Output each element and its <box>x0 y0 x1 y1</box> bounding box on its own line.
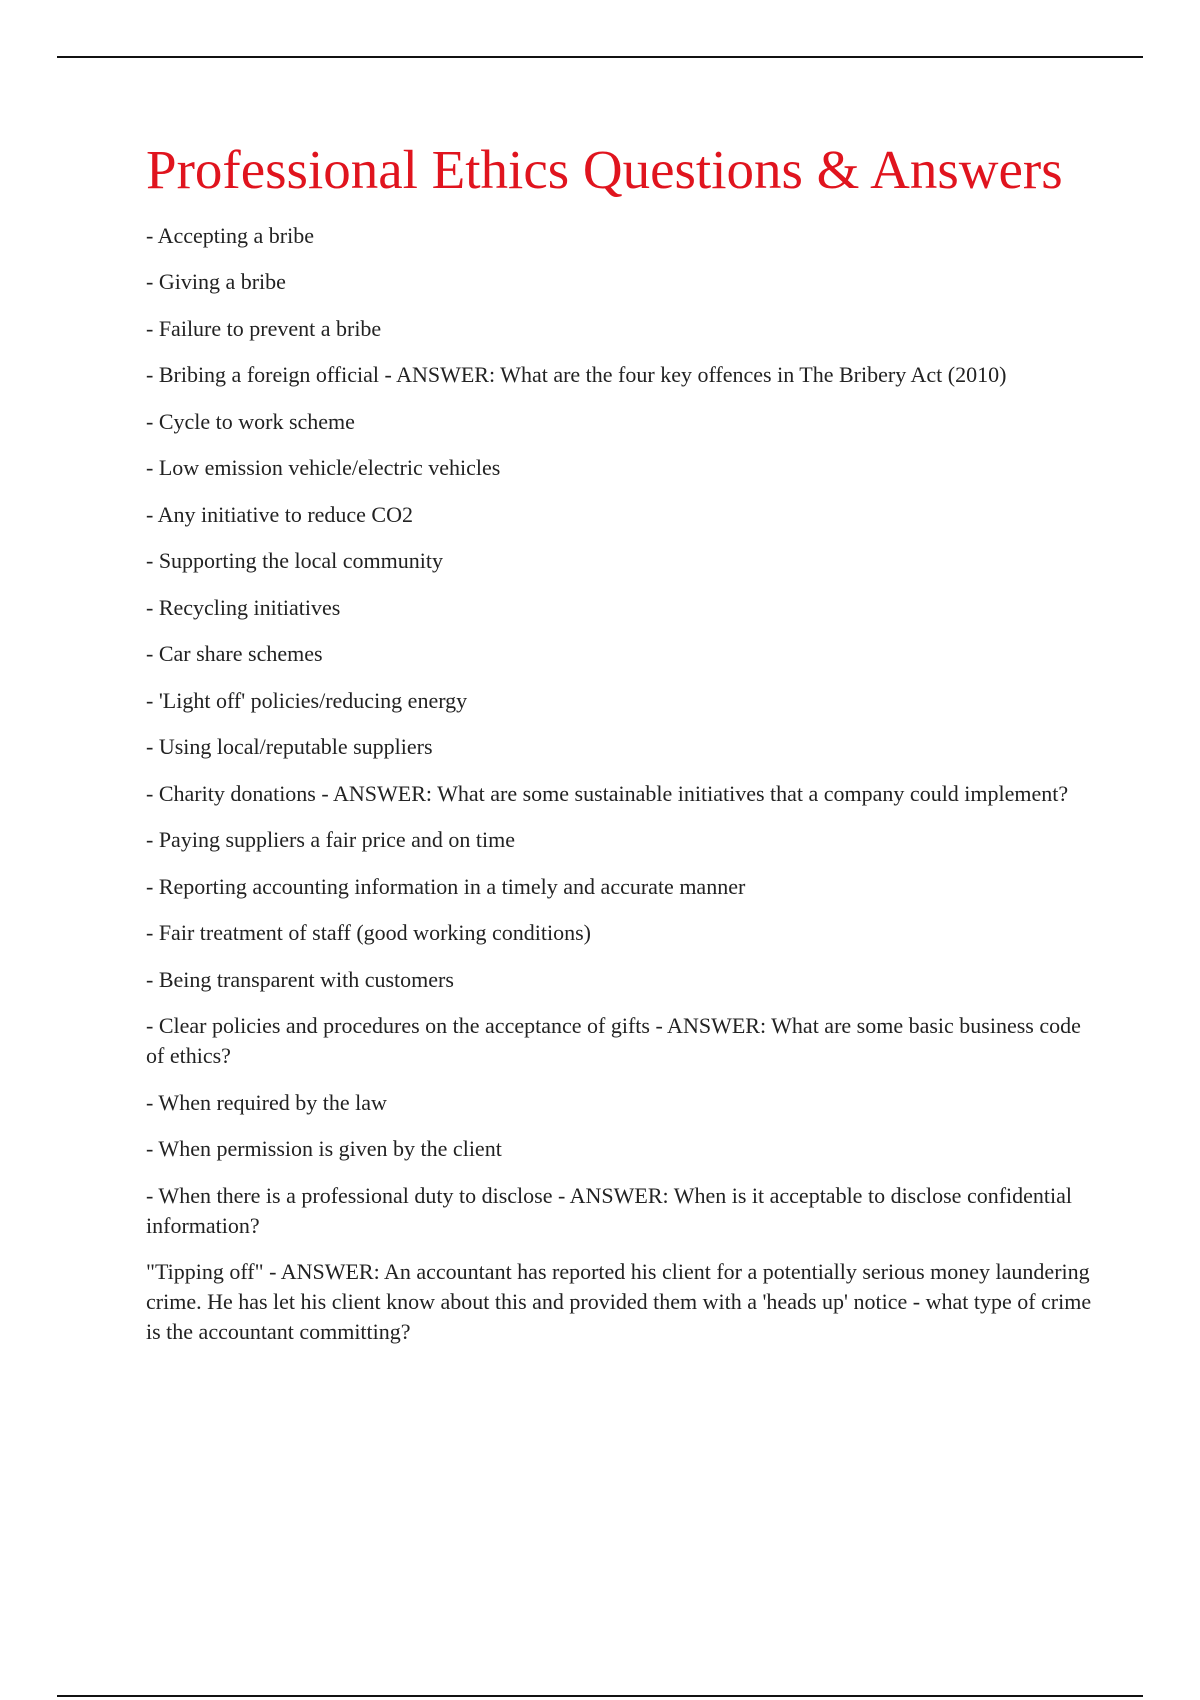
list-item: - Giving a bribe <box>146 269 286 294</box>
list-item: - When there is a professional duty to disclose - ANSWER: When is it acceptable to disclose confidential information? <box>146 1182 1073 1238</box>
list-item: - Paying suppliers a fair price and on time <box>146 827 516 852</box>
list-item: - Reporting accounting information in a timely and accurate manner <box>146 873 746 899</box>
list-item: - Supporting the local community <box>146 548 443 573</box>
list-item: - Any initiative to reduce CO2 <box>146 501 413 527</box>
list-item: - Using local/reputable suppliers <box>146 734 433 759</box>
list-item: - Failure to prevent a bribe <box>146 315 382 341</box>
list-item: - Low emission vehicle/electric vehicles <box>146 455 501 480</box>
list-item: - 'Light off' policies/reducing energy <box>146 687 468 713</box>
list-item: - Accepting a bribe <box>146 222 314 248</box>
list-item: - Bribing a foreign official - ANSWER: What are the four key offences in The Bribery Act (2010) <box>146 362 1007 387</box>
list-item: - Charity donations - ANSWER: What are some sustainable initiatives that a company could implement? <box>146 780 1069 806</box>
qa-list <box>146 221 1092 1348</box>
footer-rule <box>57 1695 1143 1697</box>
document-title: Professional Ethics Questions & Answers <box>146 139 1063 200</box>
list-item: - Recycling initiatives <box>146 594 341 620</box>
list-item: - Clear policies and procedures on the acceptance of gifts - ANSWER: What are some basic business code of ethics? <box>146 1013 1081 1068</box>
header-rule <box>57 56 1143 58</box>
list-item: - When required by the law <box>146 1089 387 1115</box>
list-item: - Car share schemes <box>146 641 323 666</box>
document-body <box>146 140 1092 1364</box>
list-item: "Tipping off" - ANSWER: An accountant has reported his client for a potentially serious money laundering crime. He has let his client know about this and provided them with a 'heads up' notice - what type of crime is the accountant committing? <box>146 1259 1092 1344</box>
list-item: - Cycle to work scheme <box>146 408 355 434</box>
list-item: - Being transparent with customers <box>146 966 454 992</box>
list-item: - When permission is given by the client <box>146 1136 502 1161</box>
list-item: - Fair treatment of staff (good working conditions) <box>146 920 591 945</box>
